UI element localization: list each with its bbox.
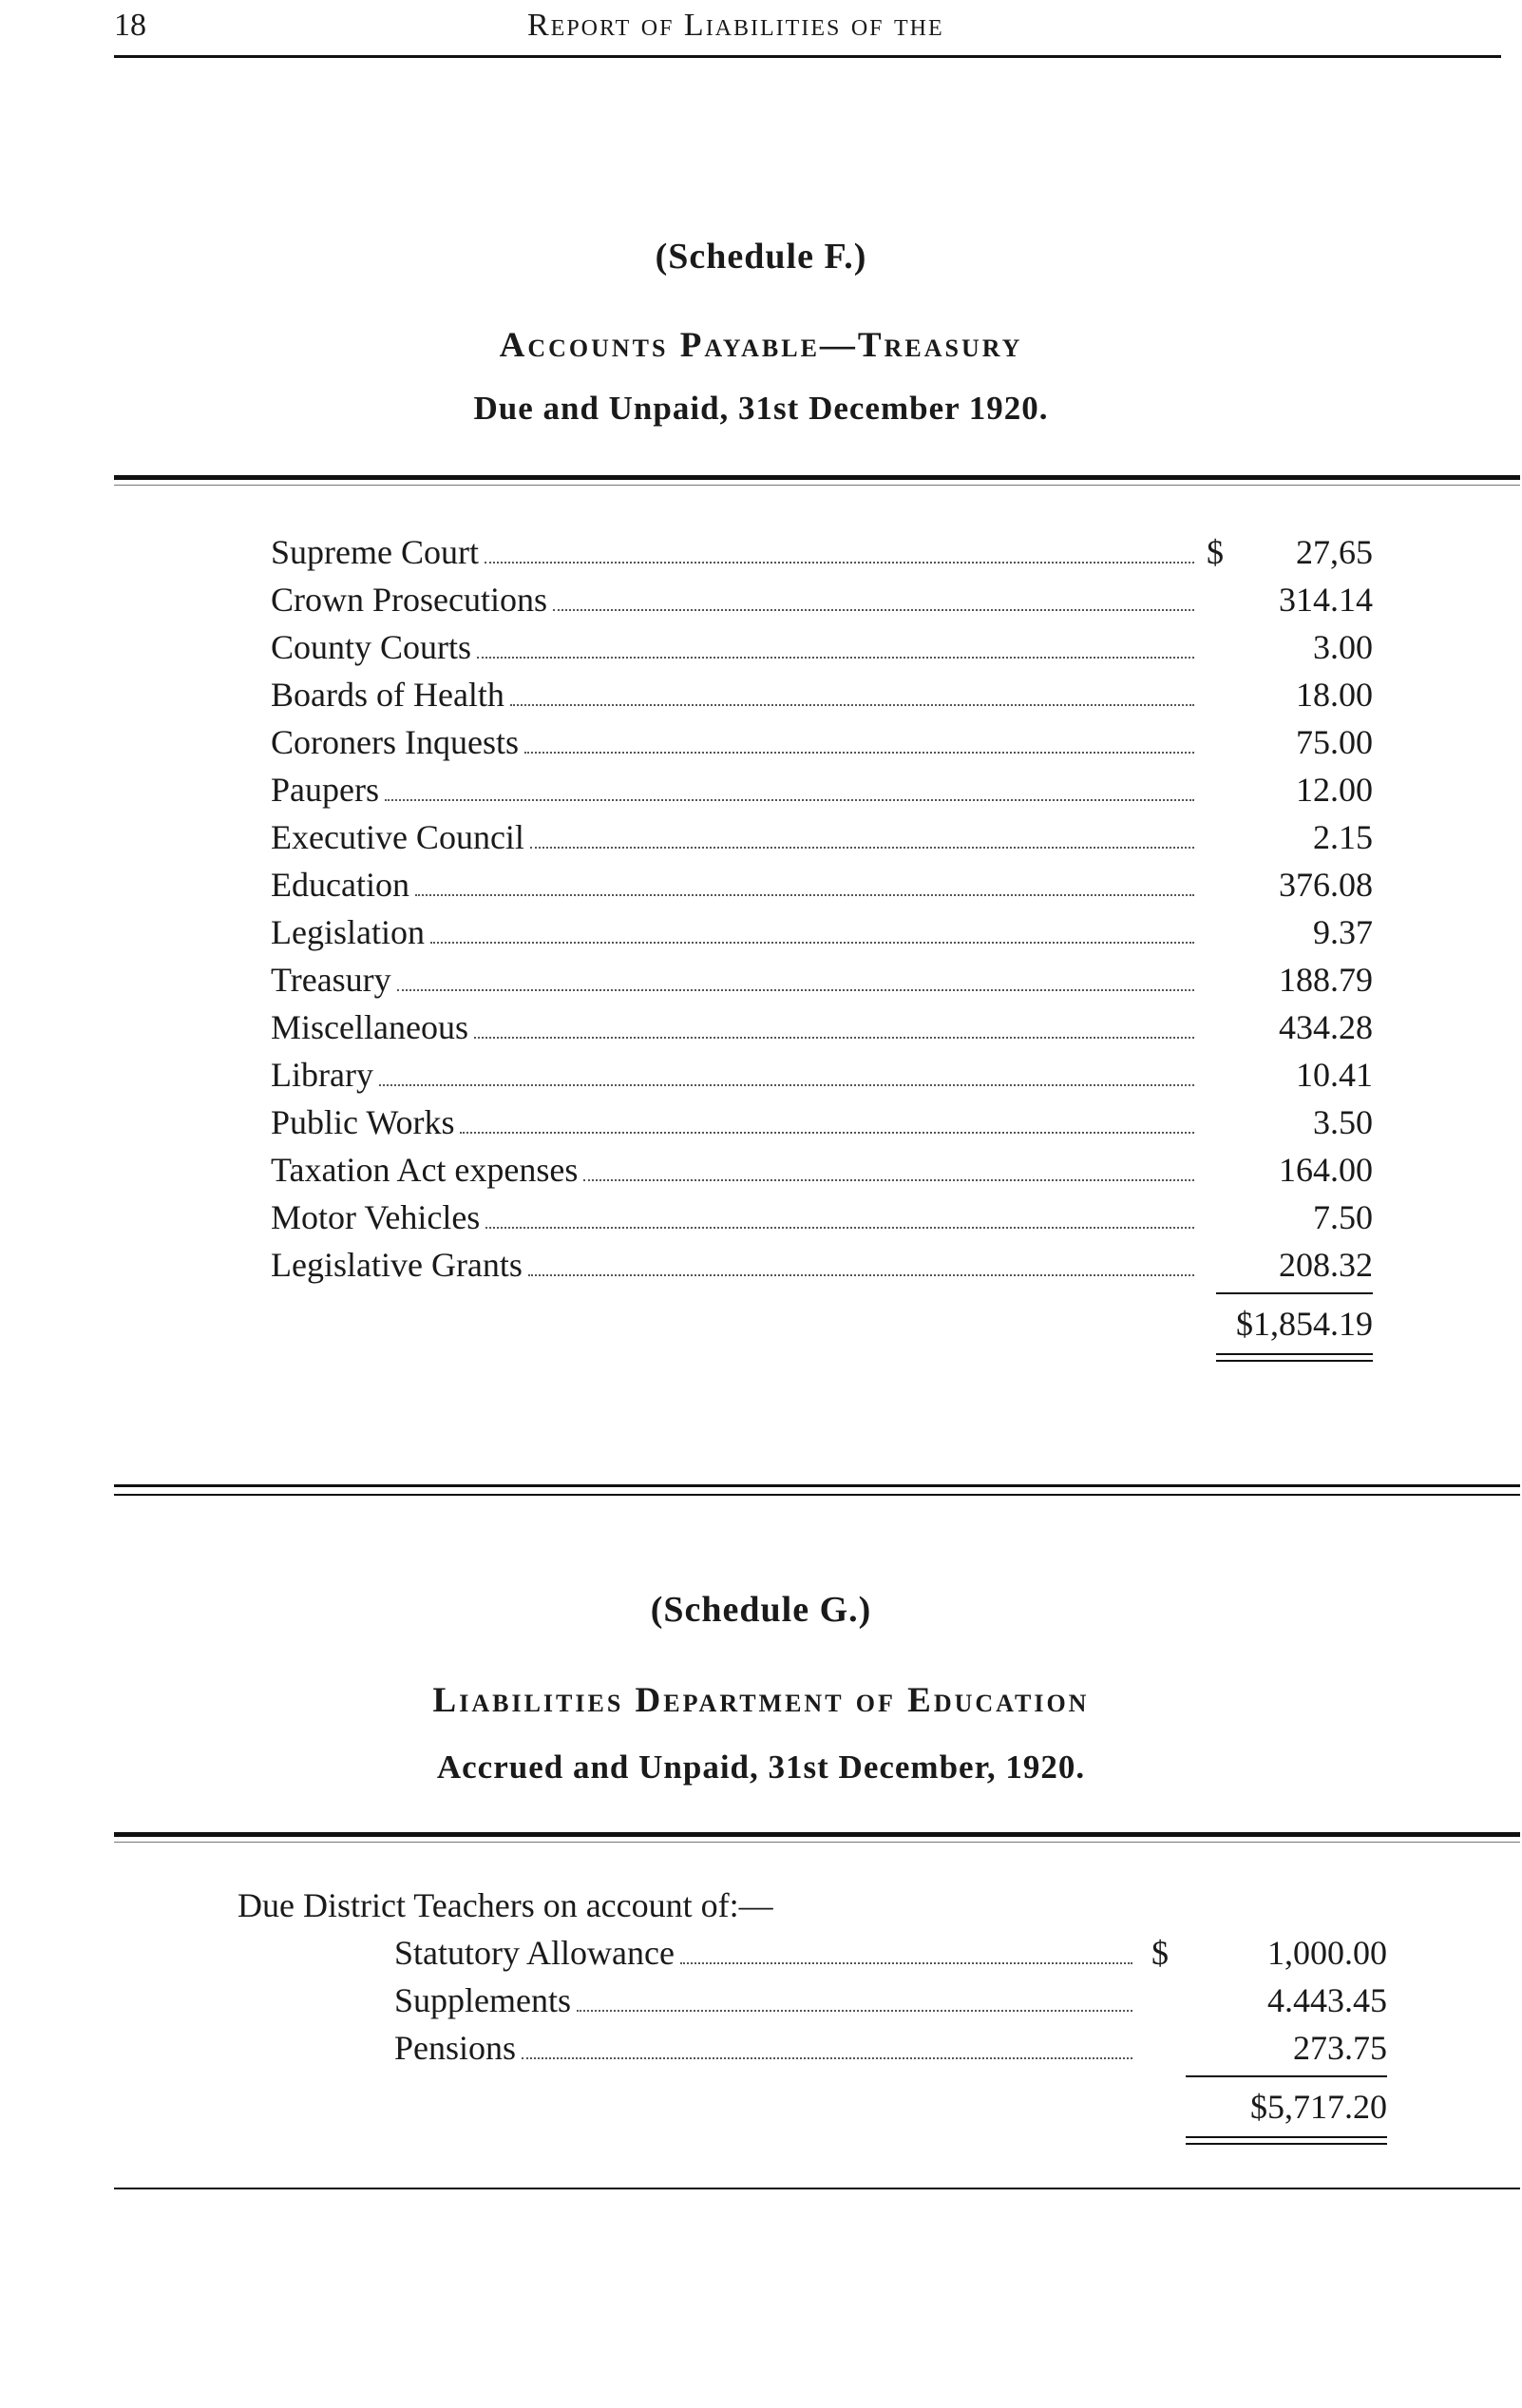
item-name: Motor Vehicles: [271, 1198, 481, 1236]
double-rule-bottom: [1216, 1360, 1373, 1362]
leader-dots: [485, 1226, 1194, 1229]
ledger-row: [271, 576, 1387, 623]
double-rule-top: [1216, 1353, 1373, 1355]
item-amount: 4.443.45: [1267, 1981, 1387, 2019]
schedule-g-total: $5,717.20: [1250, 2088, 1387, 2126]
schedule-g-title: Liabilities Department of Education: [432, 1681, 1090, 1720]
item-amount: 10.41: [1296, 1056, 1373, 1094]
ledger-row: [271, 956, 1387, 1003]
ledger-row: [271, 1194, 1387, 1241]
total-row: [271, 1294, 1387, 1353]
schedule-f-label: (Schedule F.): [655, 237, 867, 277]
item-name: Supplements: [394, 1981, 571, 2019]
leader-dots: [522, 2056, 1132, 2059]
item-amount: 75.00: [1296, 723, 1373, 761]
schedule-g-top-rule: [114, 1832, 1520, 1837]
leader-dots: [430, 941, 1194, 944]
header-rule: [114, 55, 1501, 58]
schedule-f-top-rule-thin: [114, 485, 1520, 486]
leader-dots: [524, 751, 1194, 754]
item-name: Treasury: [271, 961, 391, 999]
page-number: 18: [114, 8, 146, 43]
ledger-row: [271, 766, 1387, 813]
ledger-row: [238, 2024, 1397, 2072]
currency-symbol: $: [1207, 533, 1224, 571]
item-amount: 164.00: [1279, 1151, 1373, 1189]
schedule-g-ledger: [238, 1882, 1397, 2145]
intro-line: Due District Teachers on account of:—: [238, 1886, 773, 1924]
item-name: Taxation Act expenses: [271, 1151, 579, 1189]
footer-rule: [114, 2188, 1520, 2189]
item-amount: 314.14: [1279, 581, 1373, 619]
running-header: [114, 6, 1501, 53]
item-name: Library: [271, 1056, 373, 1094]
ledger-row: [271, 623, 1387, 671]
item-amount: 3.00: [1313, 628, 1373, 666]
schedule-f-subtitle: Due and Unpaid, 31st December 1920.: [473, 390, 1049, 427]
leader-dots: [583, 1178, 1194, 1181]
ledger-row: [271, 861, 1387, 908]
schedule-g-top-rule-thin: [114, 1842, 1520, 1843]
currency-symbol: $: [1151, 1934, 1169, 1972]
item-amount: 273.75: [1293, 2029, 1387, 2067]
leader-dots: [474, 1036, 1194, 1039]
schedule-f-title: Accounts Payable—Treasury: [499, 326, 1023, 365]
ledger-row: [271, 718, 1387, 766]
item-amount: 3.50: [1313, 1103, 1373, 1141]
item-name: Coroners Inquests: [271, 723, 519, 761]
item-name: Public Works: [271, 1103, 455, 1141]
leader-dots: [385, 798, 1194, 801]
leader-dots: [680, 1961, 1132, 1964]
item-amount: 12.00: [1296, 771, 1373, 809]
ledger-row: [271, 1003, 1387, 1051]
total-row: [238, 2077, 1397, 2136]
ledger-row: [271, 1146, 1387, 1194]
item-amount: 7.50: [1313, 1198, 1373, 1236]
schedule-f-total: $1,854.19: [1236, 1305, 1373, 1343]
item-amount: 1,000.00: [1267, 1934, 1387, 1972]
item-name: County Courts: [271, 628, 472, 666]
item-amount: 18.00: [1296, 676, 1373, 714]
ledger-row: [271, 908, 1387, 956]
item-name: Crown Prosecutions: [271, 581, 547, 619]
leader-dots: [415, 893, 1194, 896]
item-amount: 188.79: [1279, 961, 1373, 999]
double-rule-bottom: [1186, 2143, 1387, 2145]
leader-dots: [577, 2009, 1132, 2012]
item-amount: 2.15: [1313, 818, 1373, 856]
schedule-g-label: (Schedule G.): [650, 1590, 872, 1630]
item-name: Pensions: [394, 2029, 517, 2067]
ledger-row: [271, 1241, 1387, 1289]
item-name: Legislative Grants: [271, 1246, 523, 1284]
item-name: Supreme Court: [271, 533, 479, 571]
leader-dots: [397, 988, 1194, 991]
item-name: Paupers: [271, 771, 379, 809]
schedule-f-ledger: [271, 528, 1387, 1362]
running-title: Report of Liabilities of the: [527, 8, 944, 43]
section-divider-bottom: [114, 1494, 1520, 1496]
leader-dots: [460, 1131, 1194, 1134]
item-name: Legislation: [271, 913, 425, 951]
ledger-row: [271, 528, 1387, 576]
item-name: Executive Council: [271, 818, 524, 856]
schedule-g-subtitle: Accrued and Unpaid, 31st December, 1920.: [436, 1749, 1086, 1786]
leader-dots: [477, 656, 1194, 659]
ledger-row: [271, 1051, 1387, 1099]
item-amount: 376.08: [1279, 866, 1373, 904]
ledger-row: [238, 1929, 1397, 1977]
ledger-row: [271, 813, 1387, 861]
item-amount: 9.37: [1313, 913, 1373, 951]
leader-dots: [485, 561, 1194, 564]
ledger-row: [271, 1099, 1387, 1146]
item-name: Statutory Allowance: [394, 1934, 675, 1972]
item-name: Education: [271, 866, 409, 904]
leader-dots: [510, 703, 1194, 706]
ledger-row: [238, 1977, 1397, 2024]
item-amount: 434.28: [1279, 1008, 1373, 1046]
item-amount: 27,65: [1296, 533, 1373, 571]
schedule-f-top-rule: [114, 475, 1520, 480]
ledger-row: [271, 671, 1387, 718]
double-rule-top: [1186, 2136, 1387, 2138]
item-amount: 208.32: [1279, 1246, 1373, 1284]
leader-dots: [530, 846, 1194, 849]
leader-dots: [528, 1273, 1194, 1276]
leader-dots: [553, 608, 1194, 611]
item-name: Miscellaneous: [271, 1008, 468, 1046]
section-divider-top: [114, 1484, 1520, 1487]
leader-dots: [379, 1083, 1194, 1086]
item-name: Boards of Health: [271, 676, 504, 714]
